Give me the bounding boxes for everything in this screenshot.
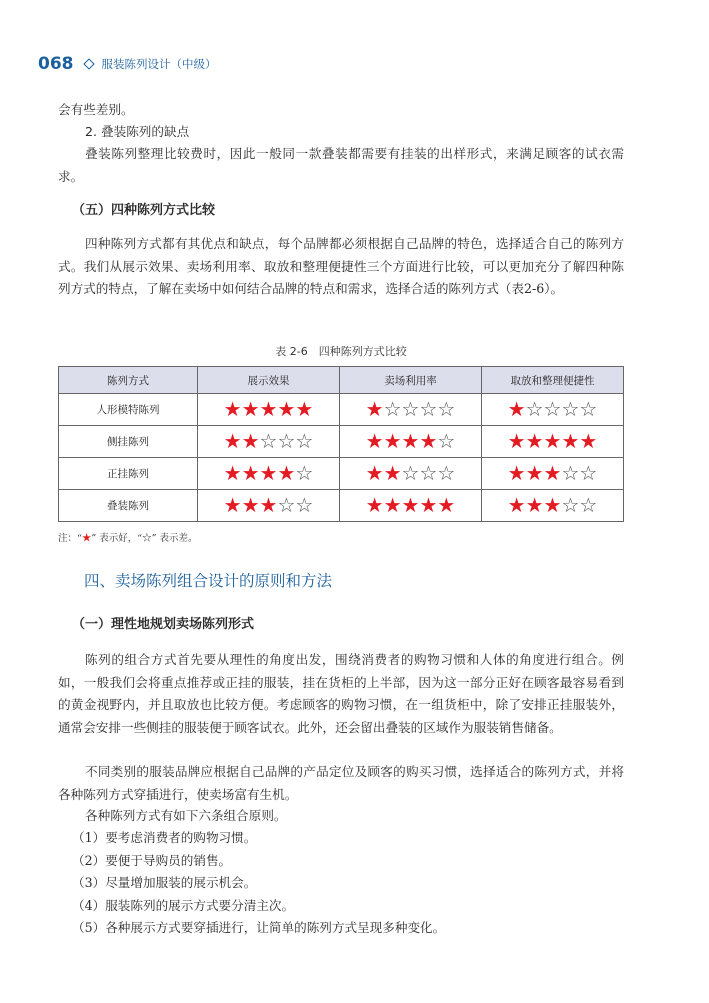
empty-star-icon: ☆ — [401, 397, 420, 421]
table-row — [59, 490, 624, 522]
paragraph-combo-1: 陈列的组合方式首先要从理性的角度出发，围绕消费者的购物习惯和人体的角度进行组合。例如，一般我们会将重点推荐或正挂的服装，挂在货柜的上半部，因为这一部分正好在顾客最容易看到的黄金视野内，并且取放也比较方便。考虑顾客的购物习惯，在一组货柜中，除了安排正挂服装外，通常会安排一些侧挂的服装便于顾客试衣。此外，还会留出叠装的区域作为服装销售储备。 — [58, 652, 624, 735]
list-item: （1）要考虑消费者的购物习惯。 — [72, 830, 257, 845]
rating-cell — [340, 490, 482, 522]
filled-star-icon: ★ — [365, 397, 384, 421]
empty-star-icon: ☆ — [295, 429, 314, 453]
empty-star-icon: ☆ — [295, 461, 314, 485]
empty-star-icon: ☆ — [579, 397, 598, 421]
table-row — [59, 394, 624, 426]
empty-star-icon: ☆ — [437, 461, 456, 485]
filled-star-icon: ★ — [419, 493, 438, 517]
row-label: 侧挂陈列 — [59, 426, 198, 458]
star-rating — [508, 431, 598, 451]
principles-list — [72, 827, 624, 940]
star-rating — [508, 495, 598, 515]
empty-star-icon: ☆ — [383, 397, 402, 421]
note-prefix: 注：“ — [58, 533, 82, 544]
empty-star-icon: ☆ — [579, 461, 598, 485]
filled-star-icon: ★ — [507, 461, 526, 485]
filled-star-icon: ★ — [579, 429, 598, 453]
empty-star-icon: ☆ — [277, 493, 296, 517]
empty-star-icon: ☆ — [295, 493, 314, 517]
paragraph-combo-2: 不同类别的服装品牌应根据自己品牌的产品定位及顾客的购买习惯，选择适合的陈列方式，并将各种陈列方式穿插进行，使卖场富有生机。 — [58, 764, 624, 802]
note-mid: ” 表示好，“ — [91, 533, 143, 544]
empty-star-icon: ☆ — [579, 493, 598, 517]
empty-star-icon: ☆ — [525, 397, 544, 421]
page-number: 068 — [38, 54, 74, 74]
filled-star-icon: ★ — [383, 461, 402, 485]
star-rating — [224, 399, 314, 419]
star-rating — [224, 495, 314, 515]
rating-cell — [482, 394, 624, 426]
column-header: 卖场利用率 — [340, 367, 482, 394]
filled-star-icon: ★ — [401, 493, 420, 517]
list-item: （3）尽量增加服装的展示机会。 — [72, 875, 257, 890]
empty-star-icon: ☆ — [561, 493, 580, 517]
paragraph-fold-disadvantage: 叠装陈列整理比较费时，因此一般同一款叠装都需要有挂装的出样形式，来满足顾客的试衣需求。 — [58, 146, 624, 184]
filled-star-icon: ★ — [437, 493, 456, 517]
empty-star-icon: ☆ — [142, 533, 152, 544]
empty-star-icon: ☆ — [277, 429, 296, 453]
filled-star-icon: ★ — [365, 493, 384, 517]
empty-star-icon: ☆ — [561, 397, 580, 421]
rating-cell — [198, 458, 340, 490]
rating-cell — [198, 426, 340, 458]
table-note — [58, 528, 198, 551]
filled-star-icon: ★ — [241, 397, 260, 421]
empty-star-icon: ☆ — [437, 397, 456, 421]
filled-star-icon: ★ — [295, 397, 314, 421]
full-star-icon: ★ — [81, 533, 92, 544]
rating-cell — [340, 458, 482, 490]
empty-star-icon: ☆ — [437, 429, 456, 453]
column-header: 取放和整理便捷性 — [482, 367, 624, 394]
comparison-table — [58, 366, 624, 522]
rating-cell — [482, 426, 624, 458]
list-item: （5）各种展示方式要穿插进行，让简单的陈列方式呈现多种变化。 — [72, 920, 446, 935]
star-rating — [508, 463, 598, 483]
filled-star-icon: ★ — [383, 429, 402, 453]
filled-star-icon: ★ — [365, 429, 384, 453]
row-label: 叠装陈列 — [59, 490, 198, 522]
heading-five: （五）四种陈列方式比较 — [72, 203, 216, 218]
filled-star-icon: ★ — [259, 397, 278, 421]
rating-cell — [198, 490, 340, 522]
book-title: 服装陈列设计（中级） — [101, 57, 217, 71]
list-item: （2）要便于导购员的销售。 — [72, 852, 232, 868]
filled-star-icon: ★ — [525, 461, 544, 485]
star-rating — [224, 463, 314, 483]
heading-one: （一）理性地规划卖场陈列形式 — [72, 617, 255, 632]
filled-star-icon: ★ — [223, 461, 242, 485]
section-four-heading: 四、卖场陈列组合设计的原则和方法 — [84, 572, 333, 590]
column-header: 陈列方式 — [59, 367, 198, 394]
filled-star-icon: ★ — [507, 397, 526, 421]
star-rating — [224, 431, 314, 451]
empty-star-icon: ☆ — [543, 397, 562, 421]
star-rating — [366, 463, 456, 483]
column-header: 展示效果 — [198, 367, 340, 394]
filled-star-icon: ★ — [383, 493, 402, 517]
star-rating — [366, 399, 456, 419]
filled-star-icon: ★ — [241, 429, 260, 453]
rating-cell — [340, 394, 482, 426]
empty-star-icon: ☆ — [401, 461, 420, 485]
note-suffix: ” 表示差。 — [151, 533, 198, 544]
rating-cell — [340, 426, 482, 458]
filled-star-icon: ★ — [419, 429, 438, 453]
filled-star-icon: ★ — [277, 461, 296, 485]
filled-star-icon: ★ — [401, 429, 420, 453]
star-rating — [366, 495, 456, 515]
empty-star-icon: ☆ — [419, 397, 438, 421]
filled-star-icon: ★ — [223, 397, 242, 421]
rating-cell — [198, 394, 340, 426]
row-label: 人形模特陈列 — [59, 394, 198, 426]
empty-star-icon: ☆ — [419, 461, 438, 485]
list-item: （4）服装陈列的展示方式要分清主次。 — [72, 897, 295, 913]
filled-star-icon: ★ — [259, 493, 278, 517]
filled-star-icon: ★ — [365, 461, 384, 485]
table-row — [59, 458, 624, 490]
paragraph-principles-intro: 各种陈列方式有如下六条组合原则。 — [85, 808, 287, 823]
rating-cell — [482, 490, 624, 522]
filled-star-icon: ★ — [543, 461, 562, 485]
empty-star-icon: ☆ — [259, 429, 278, 453]
rating-cell — [482, 458, 624, 490]
table-row — [59, 426, 624, 458]
filled-star-icon: ★ — [507, 429, 526, 453]
filled-star-icon: ★ — [561, 429, 580, 453]
filled-star-icon: ★ — [525, 429, 544, 453]
filled-star-icon: ★ — [259, 461, 278, 485]
paragraph-compare: 四种陈列方式都有其优点和缺点，每个品牌都必须根据自己品牌的特色，选择适合自己的陈列方式。我们从展示效果、卖场利用率、取放和整理便捷性三个方面进行比较，可以更加充分了解四种陈列方式的特点，了解在卖场中如何结合品牌的特点和需求，选择合适的陈列方式（表2-6）。 — [58, 236, 624, 296]
filled-star-icon: ★ — [223, 493, 242, 517]
filled-star-icon: ★ — [241, 461, 260, 485]
running-header — [38, 52, 217, 76]
filled-star-icon: ★ — [525, 493, 544, 517]
filled-star-icon: ★ — [223, 429, 242, 453]
filled-star-icon: ★ — [277, 397, 296, 421]
sub-item-2: 2. 叠装陈列的缺点 — [85, 124, 190, 139]
row-label: 正挂陈列 — [59, 458, 198, 490]
table-header-row — [59, 367, 624, 394]
empty-star-icon: ☆ — [561, 461, 580, 485]
filled-star-icon: ★ — [543, 493, 562, 517]
filled-star-icon: ★ — [507, 493, 526, 517]
table-caption: 表 2-6 四种陈列方式比较 — [275, 345, 407, 358]
paragraph-intro: 会有些差别。 — [58, 102, 134, 117]
diamond-icon — [83, 58, 94, 69]
filled-star-icon: ★ — [241, 493, 260, 517]
star-rating — [508, 399, 598, 419]
star-rating — [366, 431, 456, 451]
filled-star-icon: ★ — [543, 429, 562, 453]
